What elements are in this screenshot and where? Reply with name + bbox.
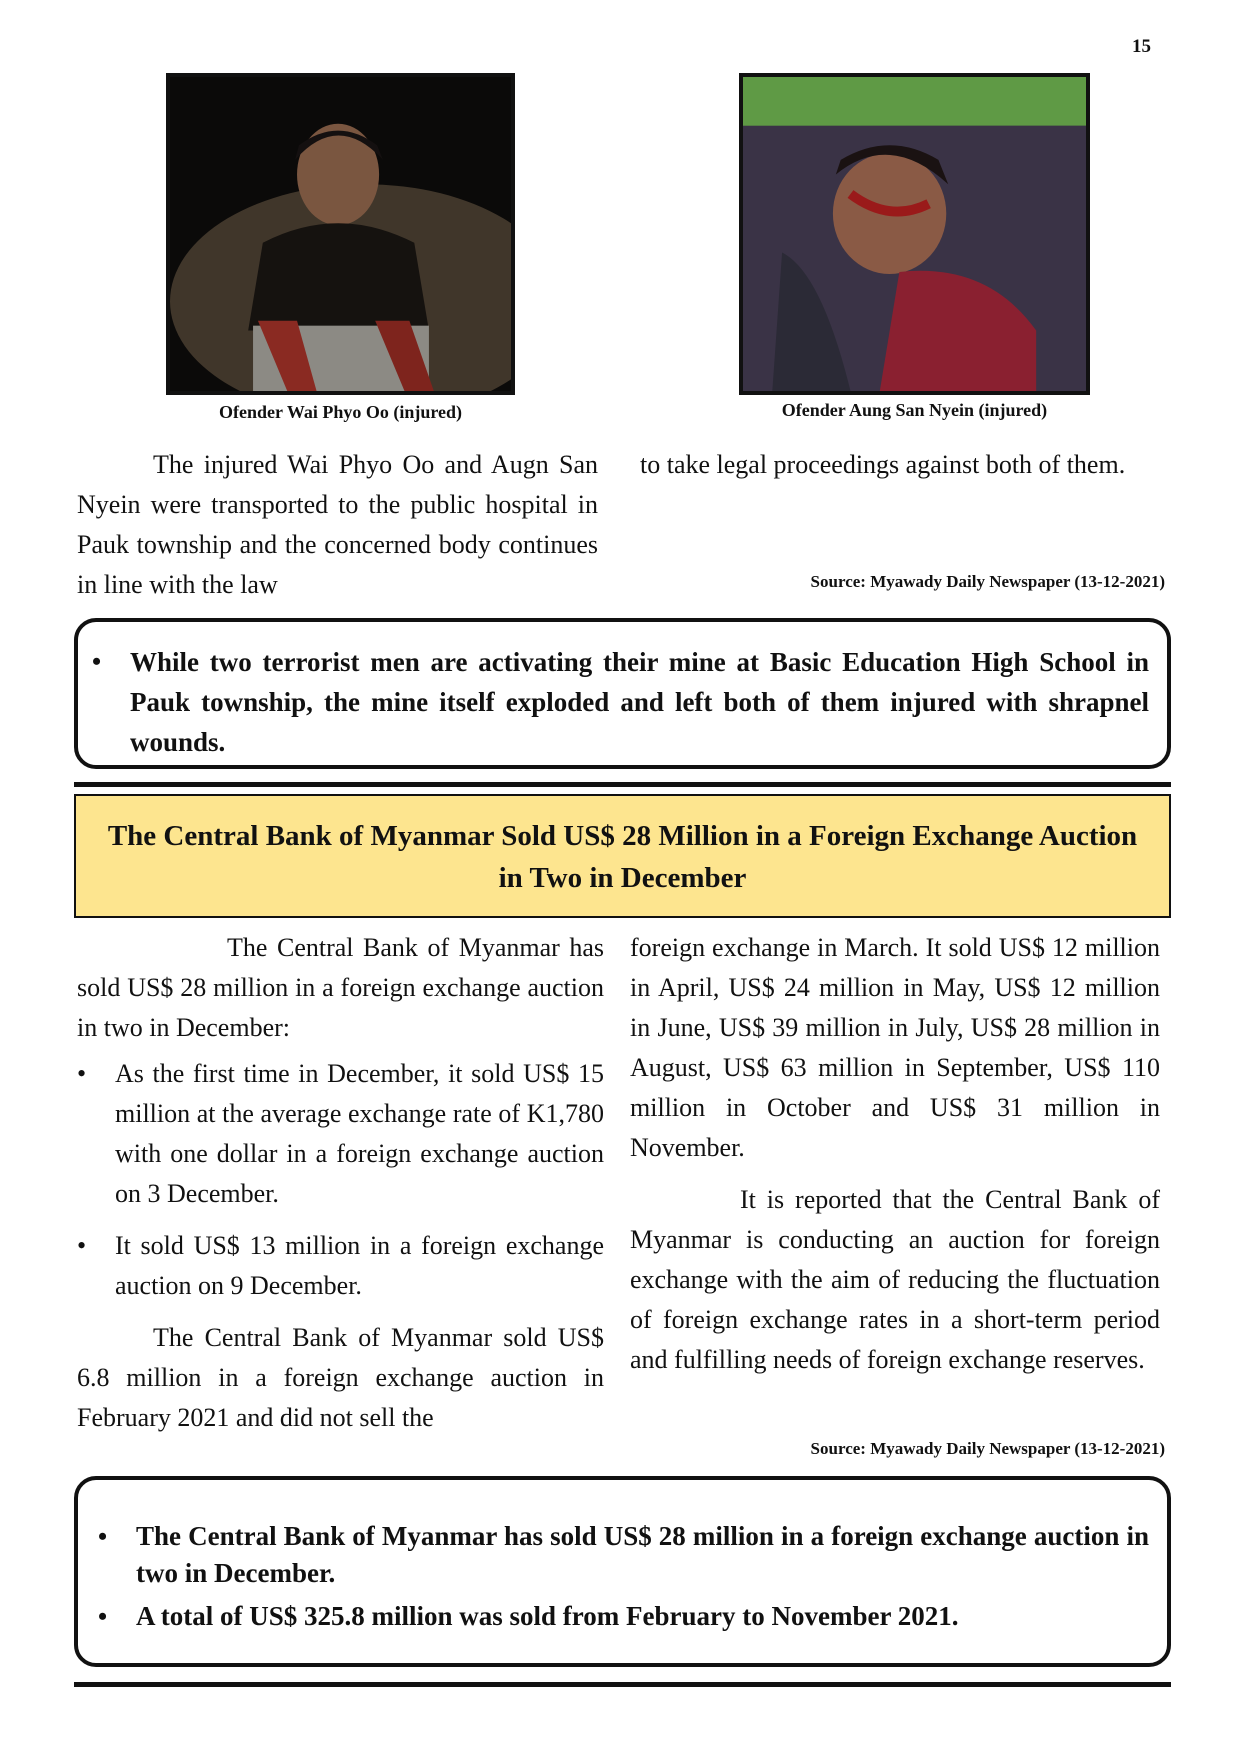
article1-summary-box [74, 618, 1171, 769]
photo-aung-san-nyein [739, 73, 1090, 395]
page-number: 15 [1132, 36, 1151, 57]
article2-paragraph-left: The Central Bank of Myanmar sold US$ 6.8 million in a foreign exchange auction in February 2021 and did not sell the [77, 1323, 604, 1432]
photo-caption-left: Ofender Wai Phyo Oo (injured) [218, 402, 463, 422]
article1-paragraph-left: The injured Wai Phyo Oo and Augn San Nyein were transported to the public hospital in Pauk township and the concerned body continues in line with the law [77, 450, 598, 599]
photo-wai-phyo-oo [166, 73, 515, 395]
summary-item: • A total of US$ 325.8 million was sold from February to November 2021. [136, 1598, 1149, 1635]
article2-paragraph-right-1: foreign exchange in March. It sold US$ 12 million in April, US$ 24 million in May, US$ 12 million in June, US$ 39 million in July, US$ 28 million in August, US$ 63 million in September, US$ 110 million in October and US$ 31 million in November. [630, 933, 1160, 1162]
article2-headline: The Central Bank of Myanmar Sold US$ 28 Million in a Foreign Exchange Auction in Two in December [74, 794, 1171, 918]
article1-paragraph-right: to take legal proceedings against both of them. [640, 450, 1126, 479]
summary-list [136, 1518, 1149, 1635]
summary-item: • The Central Bank of Myanmar has sold US$ 28 million in a foreign exchange auction in two in December. [136, 1518, 1149, 1592]
summary-item: • While two terrorist men are activating their mine at Basic Education High School in Pauk township, the mine itself exploded and left both of them injured with shrapnel wounds. [130, 642, 1149, 762]
article2-column-left [77, 928, 604, 1438]
photo-caption-right: Ofender Aung San Nyein (injured) [781, 400, 1048, 420]
article2-source: Source: Myawady Daily Newspaper (13-12-2021) [810, 1439, 1165, 1458]
article2-paragraph-right-2: It is reported that the Central Bank of Myanmar is conducting an auction for foreign exchange with the aim of reducing the fluctuation of foreign exchange rates in a short-term period and fulfilling needs of foreign exchange reserves. [630, 1185, 1160, 1374]
divider-rule [74, 782, 1171, 787]
photo-illustration [170, 77, 511, 391]
article2-column-right [630, 928, 1160, 1380]
article2-intro: The Central Bank of Myanmar has sold US$ 28 million in a foreign exchange auction in two in December: [77, 933, 604, 1042]
article2-bullet-list [77, 1054, 604, 1306]
article1-source: Source: Myawady Daily Newspaper (13-12-2021) [810, 572, 1165, 591]
summary-list [130, 642, 1149, 762]
divider-rule [74, 1682, 1171, 1687]
bullet-item: • It sold US$ 13 million in a foreign exchange auction on 9 December. [115, 1226, 604, 1306]
photo-illustration [743, 77, 1086, 391]
bullet-item: • As the first time in December, it sold US$ 15 million at the average exchange rate of K1,780 with one dollar in a foreign exchange auction on 3 December. [115, 1054, 604, 1214]
article2-summary-box [74, 1476, 1171, 1667]
